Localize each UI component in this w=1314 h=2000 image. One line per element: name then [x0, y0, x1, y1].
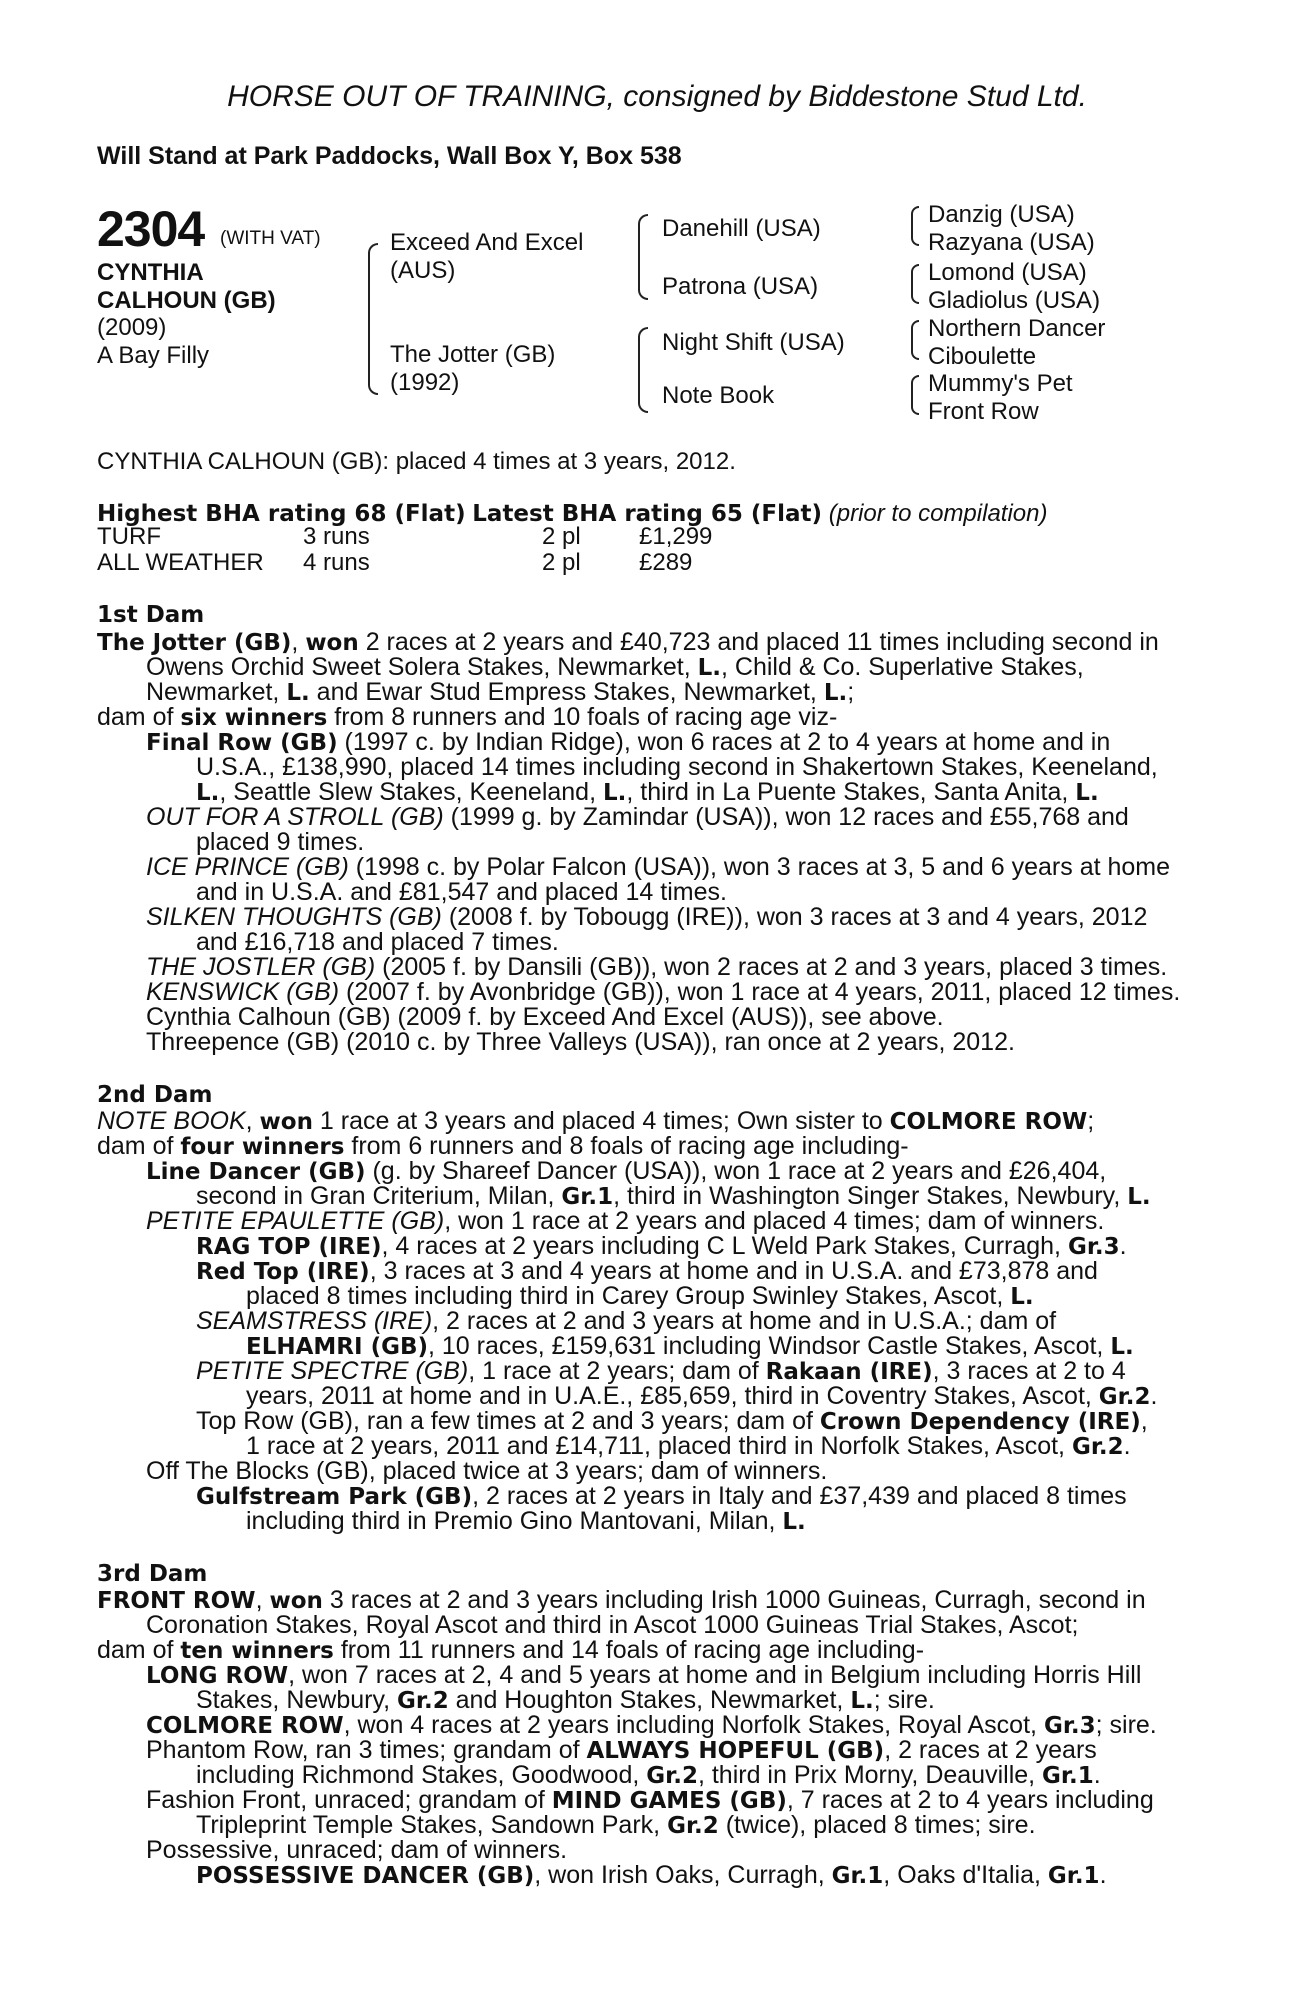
dam-sire: Night Shift (USA)	[662, 329, 845, 356]
latest-rating: Latest BHA rating 65 (Flat)	[472, 501, 823, 527]
lot-number: 2304	[97, 201, 205, 257]
dam3-line: POSSESSIVE DANCER (GB), won Irish Oaks, Curragh, Gr.1, Oaks d'Italia, Gr.1.	[196, 1861, 1107, 1889]
record-surface: TURF	[97, 523, 161, 550]
page-title: HORSE OUT OF TRAINING, consigned by Biddestone Stud Ltd.	[227, 80, 1087, 113]
dam2-line: NOTE BOOK, won 1 race at 3 years and placed 4 times; Own sister to COLMORE ROW;	[97, 1107, 1095, 1135]
dam2-line: Off The Blocks (GB), placed twice at 3 years; dam of winners.	[146, 1457, 828, 1485]
dam-dam: Note Book	[662, 382, 775, 409]
sire-name: Exceed And Excel	[390, 229, 584, 256]
horse-description: A Bay Filly	[97, 342, 210, 369]
dam3-line: Stakes, Newbury, Gr.2 and Houghton Stakes, Newmarket, L.; sire.	[196, 1686, 935, 1714]
dam2-line: PETITE EPAULETTE (GB), won 1 race at 2 years and placed 4 times; dam of winners.	[146, 1207, 1105, 1235]
dam1-line: Newmarket, L. and Ewar Stud Empress Stakes, Newmarket, L.;	[146, 678, 855, 706]
dam1-line: Owens Orchid Sweet Solera Stakes, Newmarket, L., Child & Co. Superlative Stakes,	[146, 653, 1084, 681]
sire-origin: (AUS)	[390, 257, 456, 284]
dam1-line: and in U.S.A. and £81,547 and placed 14 times.	[196, 878, 727, 906]
dam1-line: THE JOSTLER (GB) (2005 f. by Dansili (GB)), won 2 races at 2 and 3 years, placed 3 times.	[146, 953, 1168, 981]
record-earnings: £1,299	[639, 523, 713, 550]
dam1-heading: 1st Dam	[97, 602, 205, 628]
gen3-3: Lomond (USA)	[928, 259, 1087, 286]
record-placed: 2 pl	[542, 549, 581, 576]
dam2-line: Gulfstream Park (GB), 2 races at 2 years in Italy and £37,439 and placed 8 times	[196, 1482, 1127, 1510]
horse-year: (2009)	[97, 314, 167, 341]
dam2-line: PETITE SPECTRE (GB), 1 race at 2 years; dam of Rakaan (IRE), 3 races at 2 to 4	[196, 1357, 1126, 1385]
highest-rating: Highest BHA rating 68 (Flat)	[97, 501, 466, 527]
dam1-line: KENSWICK (GB) (2007 f. by Avonbridge (GB)), won 1 race at 4 years, 2011, placed 12 times.	[146, 978, 1181, 1006]
dam3-line: Phantom Row, ran 3 times; grandam of ALWAYS HOPEFUL (GB), 2 races at 2 years	[146, 1736, 1097, 1764]
dam2-line: 1 race at 2 years, 2011 and £14,711, placed third in Norfolk Stakes, Ascot, Gr.2.	[246, 1432, 1131, 1460]
record-runs: 4 runs	[303, 549, 370, 576]
dam3-line: Fashion Front, unraced; grandam of MIND GAMES (GB), 7 races at 2 to 4 years including	[146, 1786, 1154, 1814]
gen3-2: Razyana (USA)	[928, 229, 1095, 256]
record-runs: 3 runs	[303, 523, 370, 550]
dam3-line: Coronation Stakes, Royal Ascot and third in Ascot 1000 Guineas Trial Stakes, Ascot;	[146, 1611, 1079, 1639]
dam2-line: second in Gran Criterium, Milan, Gr.1, third in Washington Singer Stakes, Newbury, L.	[196, 1182, 1151, 1210]
dam1-line: Cynthia Calhoun (GB) (2009 f. by Exceed And Excel (AUS)), see above.	[146, 1003, 944, 1031]
dam3-line: LONG ROW, won 7 races at 2, 4 and 5 years at home and in Belgium including Horris Hill	[146, 1661, 1142, 1689]
sire-sire: Danehill (USA)	[662, 215, 821, 242]
dam2-line: ELHAMRI (GB), 10 races, £159,631 including Windsor Castle Stakes, Ascot, L.	[246, 1332, 1134, 1360]
dam1-line: U.S.A., £138,990, placed 14 times including second in Shakertown Stakes, Keeneland,	[196, 753, 1158, 781]
horse-name-line1: CYNTHIA	[97, 259, 204, 286]
dam1-line: and £16,718 and placed 7 times.	[196, 928, 559, 956]
dam1-line: dam of six winners from 8 runners and 10 foals of racing age viz-	[97, 703, 838, 731]
record-placed: 2 pl	[542, 523, 581, 550]
dam2-line: including third in Premio Gino Mantovani, Milan, L.	[246, 1507, 806, 1535]
record-surface: ALL WEATHER	[97, 549, 264, 576]
rating-note: (prior to compilation)	[828, 500, 1048, 527]
dam2-line: Red Top (IRE), 3 races at 3 and 4 years at home and in U.S.A. and £73,878 and	[196, 1257, 1098, 1285]
dam1-line: Final Row (GB) (1997 c. by Indian Ridge), won 6 races at 2 to 4 years at home and in	[146, 728, 1111, 756]
gen3-4: Gladiolus (USA)	[928, 287, 1101, 314]
dam1-line: ICE PRINCE (GB) (1998 c. by Polar Falcon (USA)), won 3 races at 3, 5 and 6 years at home	[146, 853, 1171, 881]
dam2-line: dam of four winners from 6 runners and 8 foals of racing age including-	[97, 1132, 909, 1160]
dam1-line: SILKEN THOUGHTS (GB) (2008 f. by Tobougg (IRE)), won 3 races at 3 and 4 years, 2012	[146, 903, 1148, 931]
gen3-5: Northern Dancer	[928, 315, 1106, 342]
dam-name: The Jotter (GB)	[390, 341, 556, 368]
dam3-line: Tripleprint Temple Stakes, Sandown Park, Gr.2 (twice), placed 8 times; sire.	[196, 1811, 1036, 1839]
dam1-line: The Jotter (GB), won 2 races at 2 years and £40,723 and placed 11 times including second in	[97, 628, 1159, 656]
dam3-heading: 3rd Dam	[97, 1561, 208, 1587]
dam2-line: years, 2011 at home and in U.A.E., £85,659, third in Coventry Stakes, Ascot, Gr.2.	[246, 1382, 1158, 1410]
horse-name-line2: CALHOUN (GB)	[97, 287, 276, 314]
gen3-6: Ciboulette	[928, 343, 1037, 370]
race-summary: CYNTHIA CALHOUN (GB): placed 4 times at 3 years, 2012.	[97, 448, 736, 475]
dam-year: (1992)	[390, 369, 460, 396]
gen3-7: Mummy's Pet	[928, 370, 1073, 397]
dam1-line: OUT FOR A STROLL (GB) (1999 g. by Zamindar (USA)), won 12 races and £55,768 and	[146, 803, 1129, 831]
dam2-heading: 2nd Dam	[97, 1082, 213, 1108]
dam2-line: Line Dancer (GB) (g. by Shareef Dancer (USA)), won 1 race at 2 years and £26,404,	[146, 1157, 1107, 1185]
dam3-line: including Richmond Stakes, Goodwood, Gr.2, third in Prix Morny, Deauville, Gr.1.	[196, 1761, 1101, 1789]
dam2-line: RAG TOP (IRE), 4 races at 2 years including C L Weld Park Stakes, Curragh, Gr.3.	[196, 1232, 1127, 1260]
dam1-line: placed 9 times.	[196, 828, 365, 856]
dam2-line: placed 8 times including third in Carey Group Swinley Stakes, Ascot, L.	[246, 1282, 1034, 1310]
dam1-line: L., Seattle Slew Stakes, Keeneland, L., third in La Puente Stakes, Santa Anita, L.	[196, 778, 1099, 806]
dam2-line: SEAMSTRESS (IRE), 2 races at 2 and 3 years at home and in U.S.A.; dam of	[196, 1307, 1057, 1335]
dam3-line: FRONT ROW, won 3 races at 2 and 3 years including Irish 1000 Guineas, Curragh, second in	[97, 1586, 1146, 1614]
gen3-1: Danzig (USA)	[928, 201, 1075, 228]
vat-note: (WITH VAT)	[220, 228, 321, 249]
gen3-8: Front Row	[928, 398, 1039, 425]
dam3-line: COLMORE ROW, won 4 races at 2 years including Norfolk Stakes, Royal Ascot, Gr.3; sire.	[146, 1711, 1157, 1739]
dam2-line: Top Row (GB), ran a few times at 2 and 3 years; dam of Crown Dependency (IRE),	[196, 1407, 1148, 1435]
record-earnings: £289	[639, 549, 693, 576]
dam3-line: dam of ten winners from 11 runners and 14 foals of racing age including-	[97, 1636, 925, 1664]
stand-location: Will Stand at Park Paddocks, Wall Box Y, Box 538	[97, 142, 682, 170]
dam1-line: Threepence (GB) (2010 c. by Three Valleys (USA)), ran once at 2 years, 2012.	[146, 1028, 1015, 1056]
sire-dam: Patrona (USA)	[662, 273, 819, 300]
dam3-line: Possessive, unraced; dam of winners.	[146, 1836, 568, 1864]
